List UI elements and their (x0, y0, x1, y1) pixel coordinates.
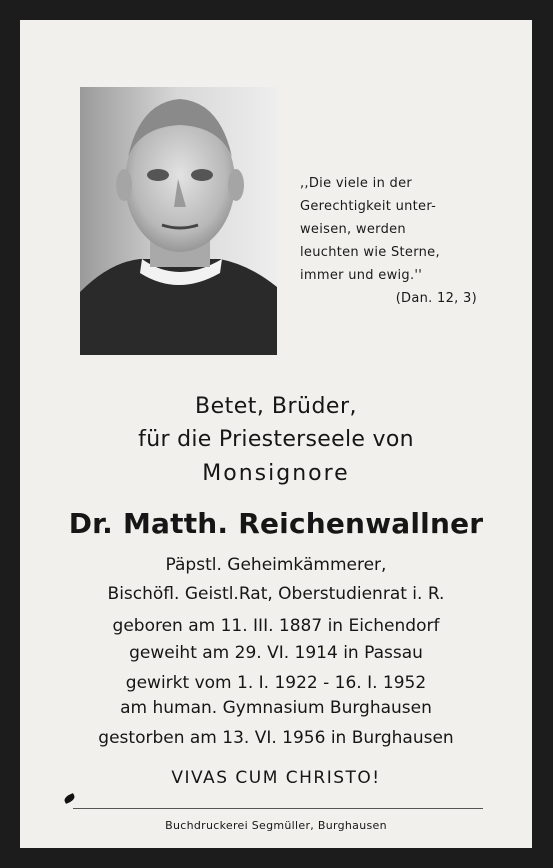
quote-line: immer und ewig.'' (300, 268, 423, 283)
detail-line: geboren am 11. III. 1887 in Eichendorf (112, 616, 440, 636)
quote-line: ,,Die viele in der (300, 176, 413, 191)
printer-credit: Buchdruckerei Segmüller, Burghausen (165, 819, 387, 832)
divider (73, 808, 483, 809)
portrait-photo (80, 87, 277, 355)
detail-line: Bischöfl. Geistl.Rat, Oberstudienrat i. R. (107, 584, 445, 604)
detail-line: gewirkt vom 1. I. 1922 - 16. I. 1952 (125, 673, 427, 693)
closing-motto: VIVAS CUM CHRISTO! (171, 768, 381, 788)
heading-line-1: Betet, Brüder, (194, 394, 358, 419)
detail-line: Päpstl. Geheimkämmerer, (165, 555, 387, 575)
quote-source: (Dan. 12, 3) (395, 291, 477, 306)
portrait-image (80, 87, 277, 355)
detail-line: gestorben am 13. VI. 1956 in Burghausen (98, 728, 454, 748)
scripture-quote (300, 172, 500, 310)
quote-line: weisen, werden (300, 222, 406, 237)
quote-line: leuchten wie Sterne, (300, 245, 440, 260)
heading-line-2: für die Priesterseele von (138, 427, 414, 452)
detail-line: geweiht am 29. VI. 1914 in Passau (129, 643, 423, 663)
detail-line: am human. Gymnasium Burghausen (120, 698, 432, 718)
quote-line: Gerechtigkeit unter- (300, 199, 437, 214)
heading-title: Monsignore (202, 461, 350, 486)
deceased-name: Dr. Matth. Reichenwallner (68, 507, 484, 540)
